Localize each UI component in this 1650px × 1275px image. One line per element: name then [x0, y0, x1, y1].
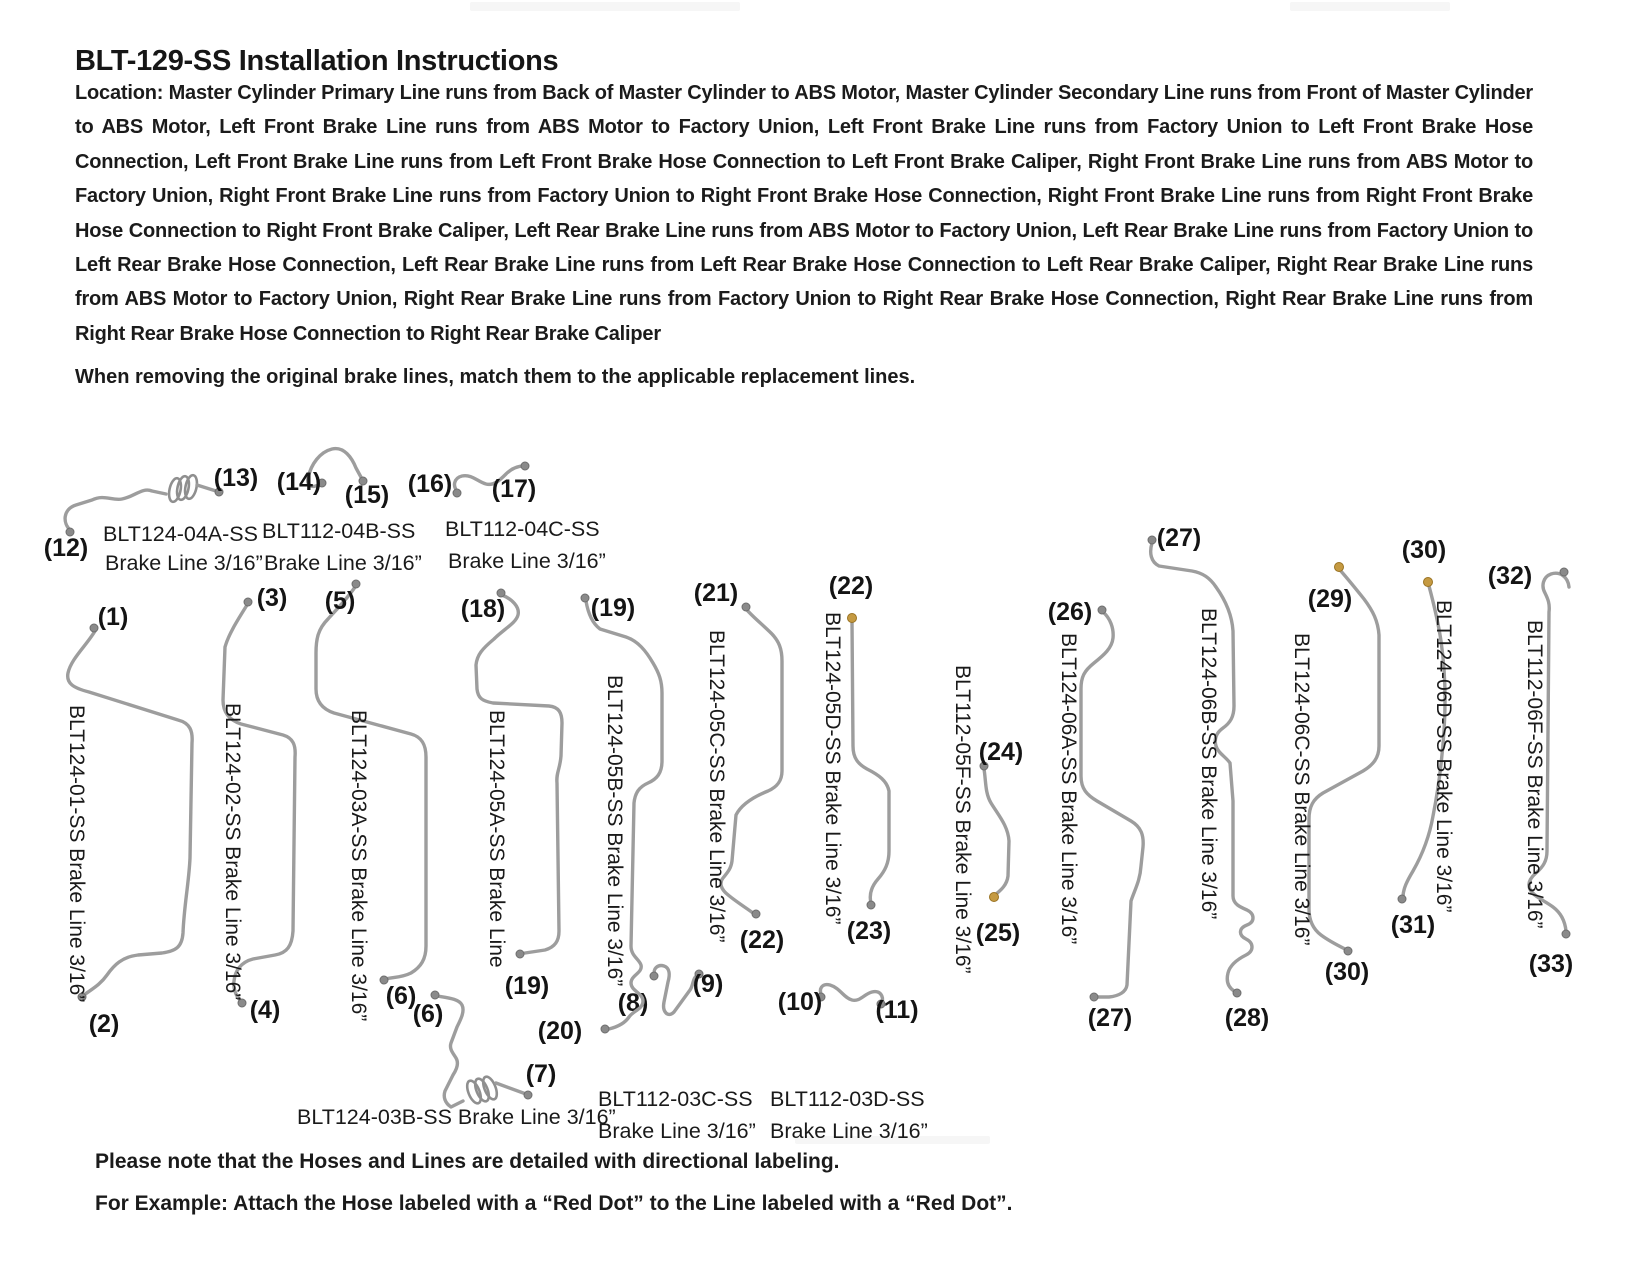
- part-label: BLT112-03C-SS: [598, 1087, 753, 1111]
- location-paragraph: Location: Master Cylinder Primary Line runs from Back of Master Cylinder to ABS Motor, Master Cylinder Secondary Line runs from Front of Master Cylinder to ABS Motor, Left Front Brake Line runs from ABS Motor to Factory Union, Left Front Brake Line runs from Factory Union to Left Front Brake Hose Connection, Left Front Brake Line runs from Left Front Brake Hose Connection to Left Front Brake Caliper, Right Front Brake Line runs from ABS Motor to Factory Union, Right Front Brake Line runs from Factory Union to Right Front Brake Hose Connection, Right Front Brake Line runs from Right Front Brake Hose Connection to Right Front Brake Caliper, Left Rear Brake Line runs from ABS Motor to Factory Union, Left Rear Brake Line runs from Factory Union to Left Rear Brake Hose Connection, Left Rear Brake Line runs from Left Rear Brake Hose Connection to Left Rear Brake Caliper, Right Rear Brake Line runs from ABS Motor to Factory Union, Right Rear Brake Line runs from Factory Union to Right Rear Brake Hose Connection, Right Rear Brake Line runs from Right Rear Brake Hose Connection to Right Rear Brake Caliper: [75, 82, 1533, 345]
- part-blt124-05c-ss: [694, 579, 784, 954]
- part-blt112-04b-ss: [262, 449, 422, 575]
- part-label: BLT124-05C-SS Brake Line 3/16”: [705, 630, 728, 943]
- part-label: BLT124-02-SS Brake Line 3/16”: [221, 703, 244, 1001]
- part-blt124-03a-ss: [316, 580, 426, 1021]
- brake-line-drawing: [496, 1083, 526, 1094]
- part-label: BLT124-04A-SS: [103, 522, 258, 546]
- fitting-gold: [990, 893, 999, 902]
- part-label: BLT112-06F-SS Brake Line 3/16”: [1523, 620, 1546, 929]
- part-label: BLT112-04B-SS: [262, 519, 416, 543]
- part-label: BLT124-05B-SS Brake Line 3/16”: [603, 675, 626, 987]
- part-blt124-05d-ss: [821, 572, 891, 945]
- fitting: [1098, 606, 1106, 614]
- fitting: [453, 489, 461, 497]
- callout-28: (28): [1224, 1004, 1270, 1032]
- part-blt124-03b-ss: [297, 991, 616, 1129]
- fitting: [1148, 536, 1156, 544]
- fitting: [1233, 989, 1241, 997]
- callout-20: (20): [537, 1017, 583, 1045]
- part-label: BLT112-05F-SS Brake Line 3/16”: [951, 665, 974, 974]
- callout-29: (29): [1307, 585, 1353, 613]
- fitting: [601, 1025, 609, 1033]
- callout-9: (9): [692, 970, 724, 998]
- fitting: [1560, 568, 1568, 576]
- coil: [183, 474, 199, 500]
- fitting: [1562, 930, 1570, 938]
- fitting: [1344, 947, 1352, 955]
- callout-22b: (22): [739, 926, 785, 954]
- callout-17: (17): [491, 475, 537, 503]
- brake-line-drawing: [316, 587, 426, 979]
- part-label: BLT124-06B-SS Brake Line 3/16”: [1197, 608, 1220, 920]
- callout-23: (23): [846, 917, 892, 945]
- brake-line-diagram: [0, 420, 1650, 1165]
- brake-line-drawing: [654, 966, 698, 1015]
- part-blt112-03d-ss: [770, 985, 928, 1143]
- part-label: Brake Line 3/16”: [105, 551, 263, 575]
- callout-19t: (19): [590, 594, 636, 622]
- part-blt112-04c-ss: [408, 462, 606, 573]
- callout-27t: (27): [1156, 524, 1202, 552]
- callout-12: (12): [43, 534, 89, 562]
- fitting: [431, 991, 439, 999]
- brake-line-drawing: [1309, 570, 1379, 949]
- callout-10: (10): [777, 988, 823, 1016]
- callout-5: (5): [324, 587, 356, 615]
- fitting: [867, 901, 875, 909]
- callout-27b: (27): [1087, 1004, 1133, 1032]
- part-label: BLT112-04C-SS: [445, 517, 600, 541]
- brake-line-drawing: [721, 610, 782, 913]
- brake-line-drawing: [984, 769, 1009, 895]
- part-label: Brake Line 3/16”: [448, 549, 606, 573]
- part-blt124-02-ss: [221, 584, 295, 1024]
- part-label: Brake Line 3/16”: [770, 1119, 928, 1143]
- part-label: BLT124-03B-SS Brake Line 3/16”: [297, 1105, 616, 1129]
- callout-7: (7): [525, 1060, 557, 1088]
- coil: [480, 1075, 499, 1101]
- part-label: BLT112-03D-SS: [770, 1087, 925, 1111]
- part-blt124-04a-ss: [44, 464, 263, 575]
- part-label: BLT124-06A-SS Brake Line 3/16”: [1057, 633, 1080, 945]
- part-blt124-06c-ss: [1290, 563, 1379, 987]
- callout-26: (26): [1047, 598, 1093, 626]
- callout-30b: (30): [1324, 958, 1370, 986]
- part-label: BLT124-01-SS Brake Line 3/16”: [65, 705, 88, 1003]
- callout-14: (14): [276, 468, 322, 496]
- fitting-gold: [1424, 578, 1433, 587]
- callout-6b: (6): [412, 1000, 444, 1028]
- part-blt124-06d-ss: [1391, 536, 1455, 939]
- fitting: [650, 972, 658, 980]
- part-label: Brake Line 3/16”: [264, 551, 422, 575]
- callout-4: (4): [249, 996, 281, 1024]
- callout-11: (11): [875, 996, 919, 1024]
- brake-line-drawing: [852, 622, 889, 903]
- footer-note-example: For Example: Attach the Hose labeled with a “Red Dot” to the Line labeled with a “Red Dot”.: [95, 1192, 1013, 1215]
- part-label: Brake Line 3/16”: [598, 1119, 756, 1143]
- callout-2: (2): [88, 1010, 120, 1038]
- match-note: When removing the original brake lines, match them to the applicable replacement lines.: [75, 366, 916, 388]
- fitting: [742, 603, 750, 611]
- fitting: [1398, 895, 1406, 903]
- part-label: BLT124-06C-SS Brake Line 3/16”: [1290, 633, 1313, 946]
- part-label: BLT124-05A-SS Brake Line: [485, 710, 508, 968]
- callout-8: (8): [617, 989, 649, 1017]
- callout-30t: (30): [1401, 536, 1447, 564]
- part-label: BLT124-06D-SS Brake Line 3/16”: [1432, 600, 1455, 913]
- brake-line-drawing: [820, 985, 882, 1003]
- callout-24: (24): [978, 738, 1024, 766]
- fitting: [752, 910, 760, 918]
- fitting: [244, 598, 252, 606]
- callout-6: (6): [385, 982, 417, 1010]
- part-blt112-05f-ss: [951, 665, 1023, 974]
- callout-18: (18): [460, 595, 506, 623]
- part-label: BLT124-03A-SS Brake Line 3/16”: [347, 710, 370, 1022]
- callout-31: (31): [1390, 911, 1436, 939]
- callout-19b: (19): [504, 972, 550, 1000]
- fitting: [521, 462, 529, 470]
- brake-line-drawing: [1081, 612, 1143, 997]
- scan-artifact-bar: [470, 2, 740, 11]
- fitting: [1090, 993, 1098, 1001]
- callout-3: (3): [256, 584, 288, 612]
- callout-25: (25): [975, 919, 1021, 947]
- callout-15: (15): [344, 481, 390, 509]
- callout-21: (21): [693, 579, 739, 607]
- part-blt124-06a-ss: [1048, 598, 1143, 1032]
- callout-22t: (22): [828, 572, 874, 600]
- callout-16: (16): [407, 470, 453, 498]
- fitting: [516, 950, 524, 958]
- scan-artifact-bar: [1290, 2, 1450, 11]
- part-blt112-06f-ss: [1488, 562, 1573, 978]
- fitting: [524, 1091, 532, 1099]
- footer-note-directional: Please note that the Hoses and Lines are detailed with directional labeling.: [95, 1150, 840, 1173]
- callout-1: (1): [97, 603, 129, 631]
- callout-32: (32): [1487, 562, 1533, 590]
- fitting-gold: [1335, 563, 1344, 572]
- fitting-gold: [848, 614, 857, 623]
- part-blt112-03c-ss: [598, 966, 756, 1143]
- fitting: [581, 594, 589, 602]
- part-blt124-01-ss: [65, 603, 192, 1038]
- page-title: BLT-129-SS Installation Instructions: [75, 45, 559, 78]
- callout-13: (13): [213, 464, 259, 492]
- part-blt124-05a-ss: [461, 589, 562, 1000]
- part-label: BLT124-05D-SS Brake Line 3/16”: [821, 612, 844, 925]
- part-blt124-06b-ss: [1148, 524, 1269, 1032]
- callout-33: (33): [1528, 950, 1574, 978]
